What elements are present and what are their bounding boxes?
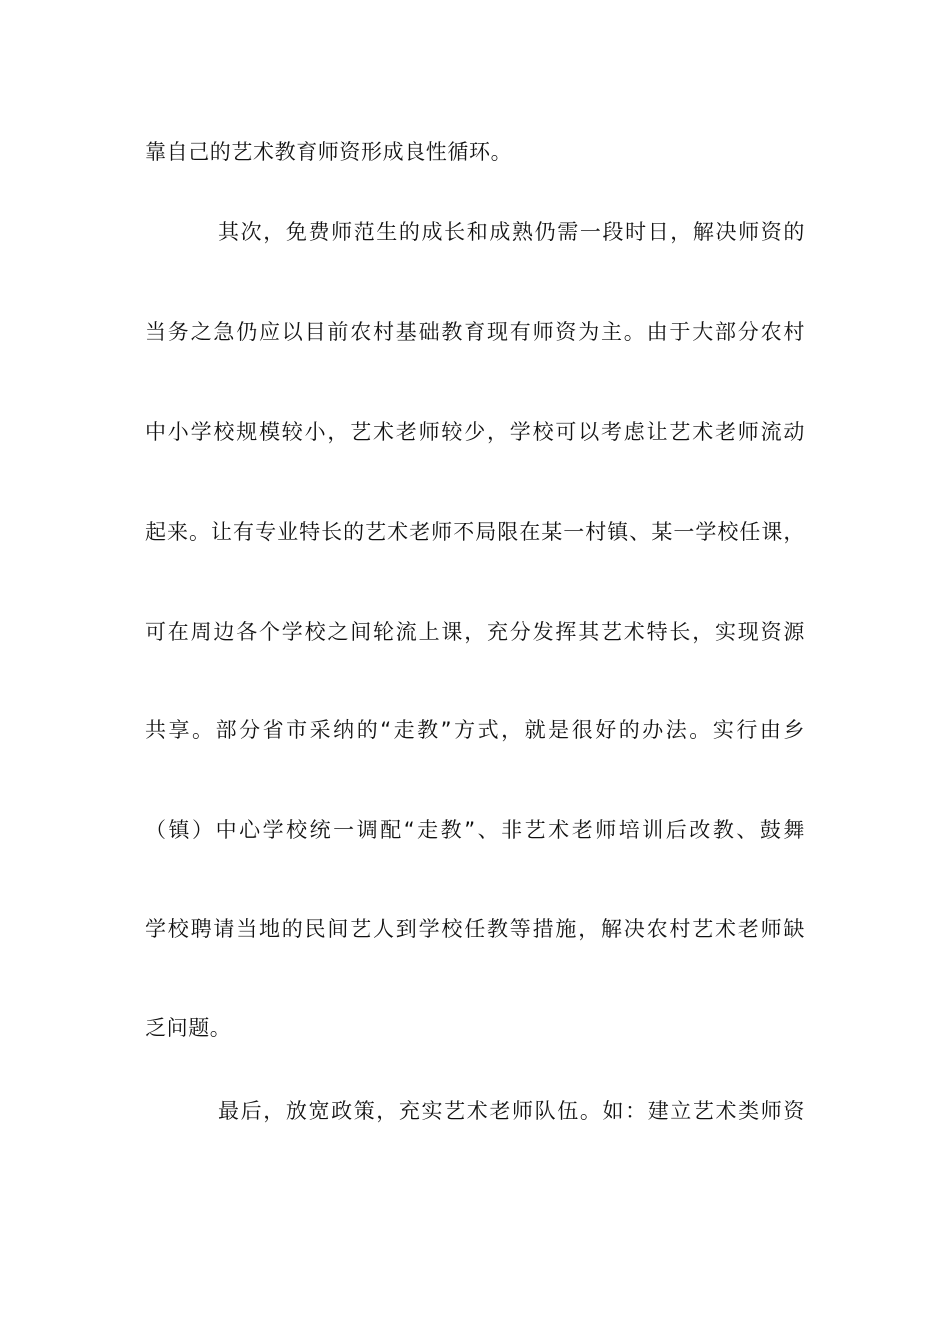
text-line-6: 可在周边各个学校之间轮流上课，充分发挥其艺术特长，实现资源	[145, 620, 805, 644]
text-line-3: 当务之急仍应以目前农村基础教育现有师资为主。由于大部分农村	[145, 320, 805, 344]
text-line-7: 共享。部分省市采纳的“走教”方式，就是很好的办法。实行由乡	[145, 718, 805, 742]
text-line-10: 乏问题。	[145, 1016, 232, 1040]
text-line-5: 起来。让有专业特长的艺术老师不局限在某一村镇、某一学校任课，	[145, 520, 805, 544]
text-line-8: （镇）中心学校统一调配“走教”、非艺术老师培训后改教、鼓舞	[145, 818, 805, 842]
text-line-1: 靠自己的艺术教育师资形成良性循环。	[145, 140, 513, 164]
text-line-9: 学校聘请当地的民间艺人到学校任教等措施，解决农村艺术老师缺	[145, 917, 805, 941]
paragraph-start-line-2: 其次，免费师范生的成长和成熟仍需一段时日，解决师资的	[218, 220, 805, 244]
text-line-4: 中小学校规模较小，艺术老师较少，学校可以考虑让艺术老师流动	[145, 420, 805, 444]
paragraph-start-line-11: 最后，放宽政策，充实艺术老师队伍。如：建立艺术类师资	[218, 1099, 805, 1123]
